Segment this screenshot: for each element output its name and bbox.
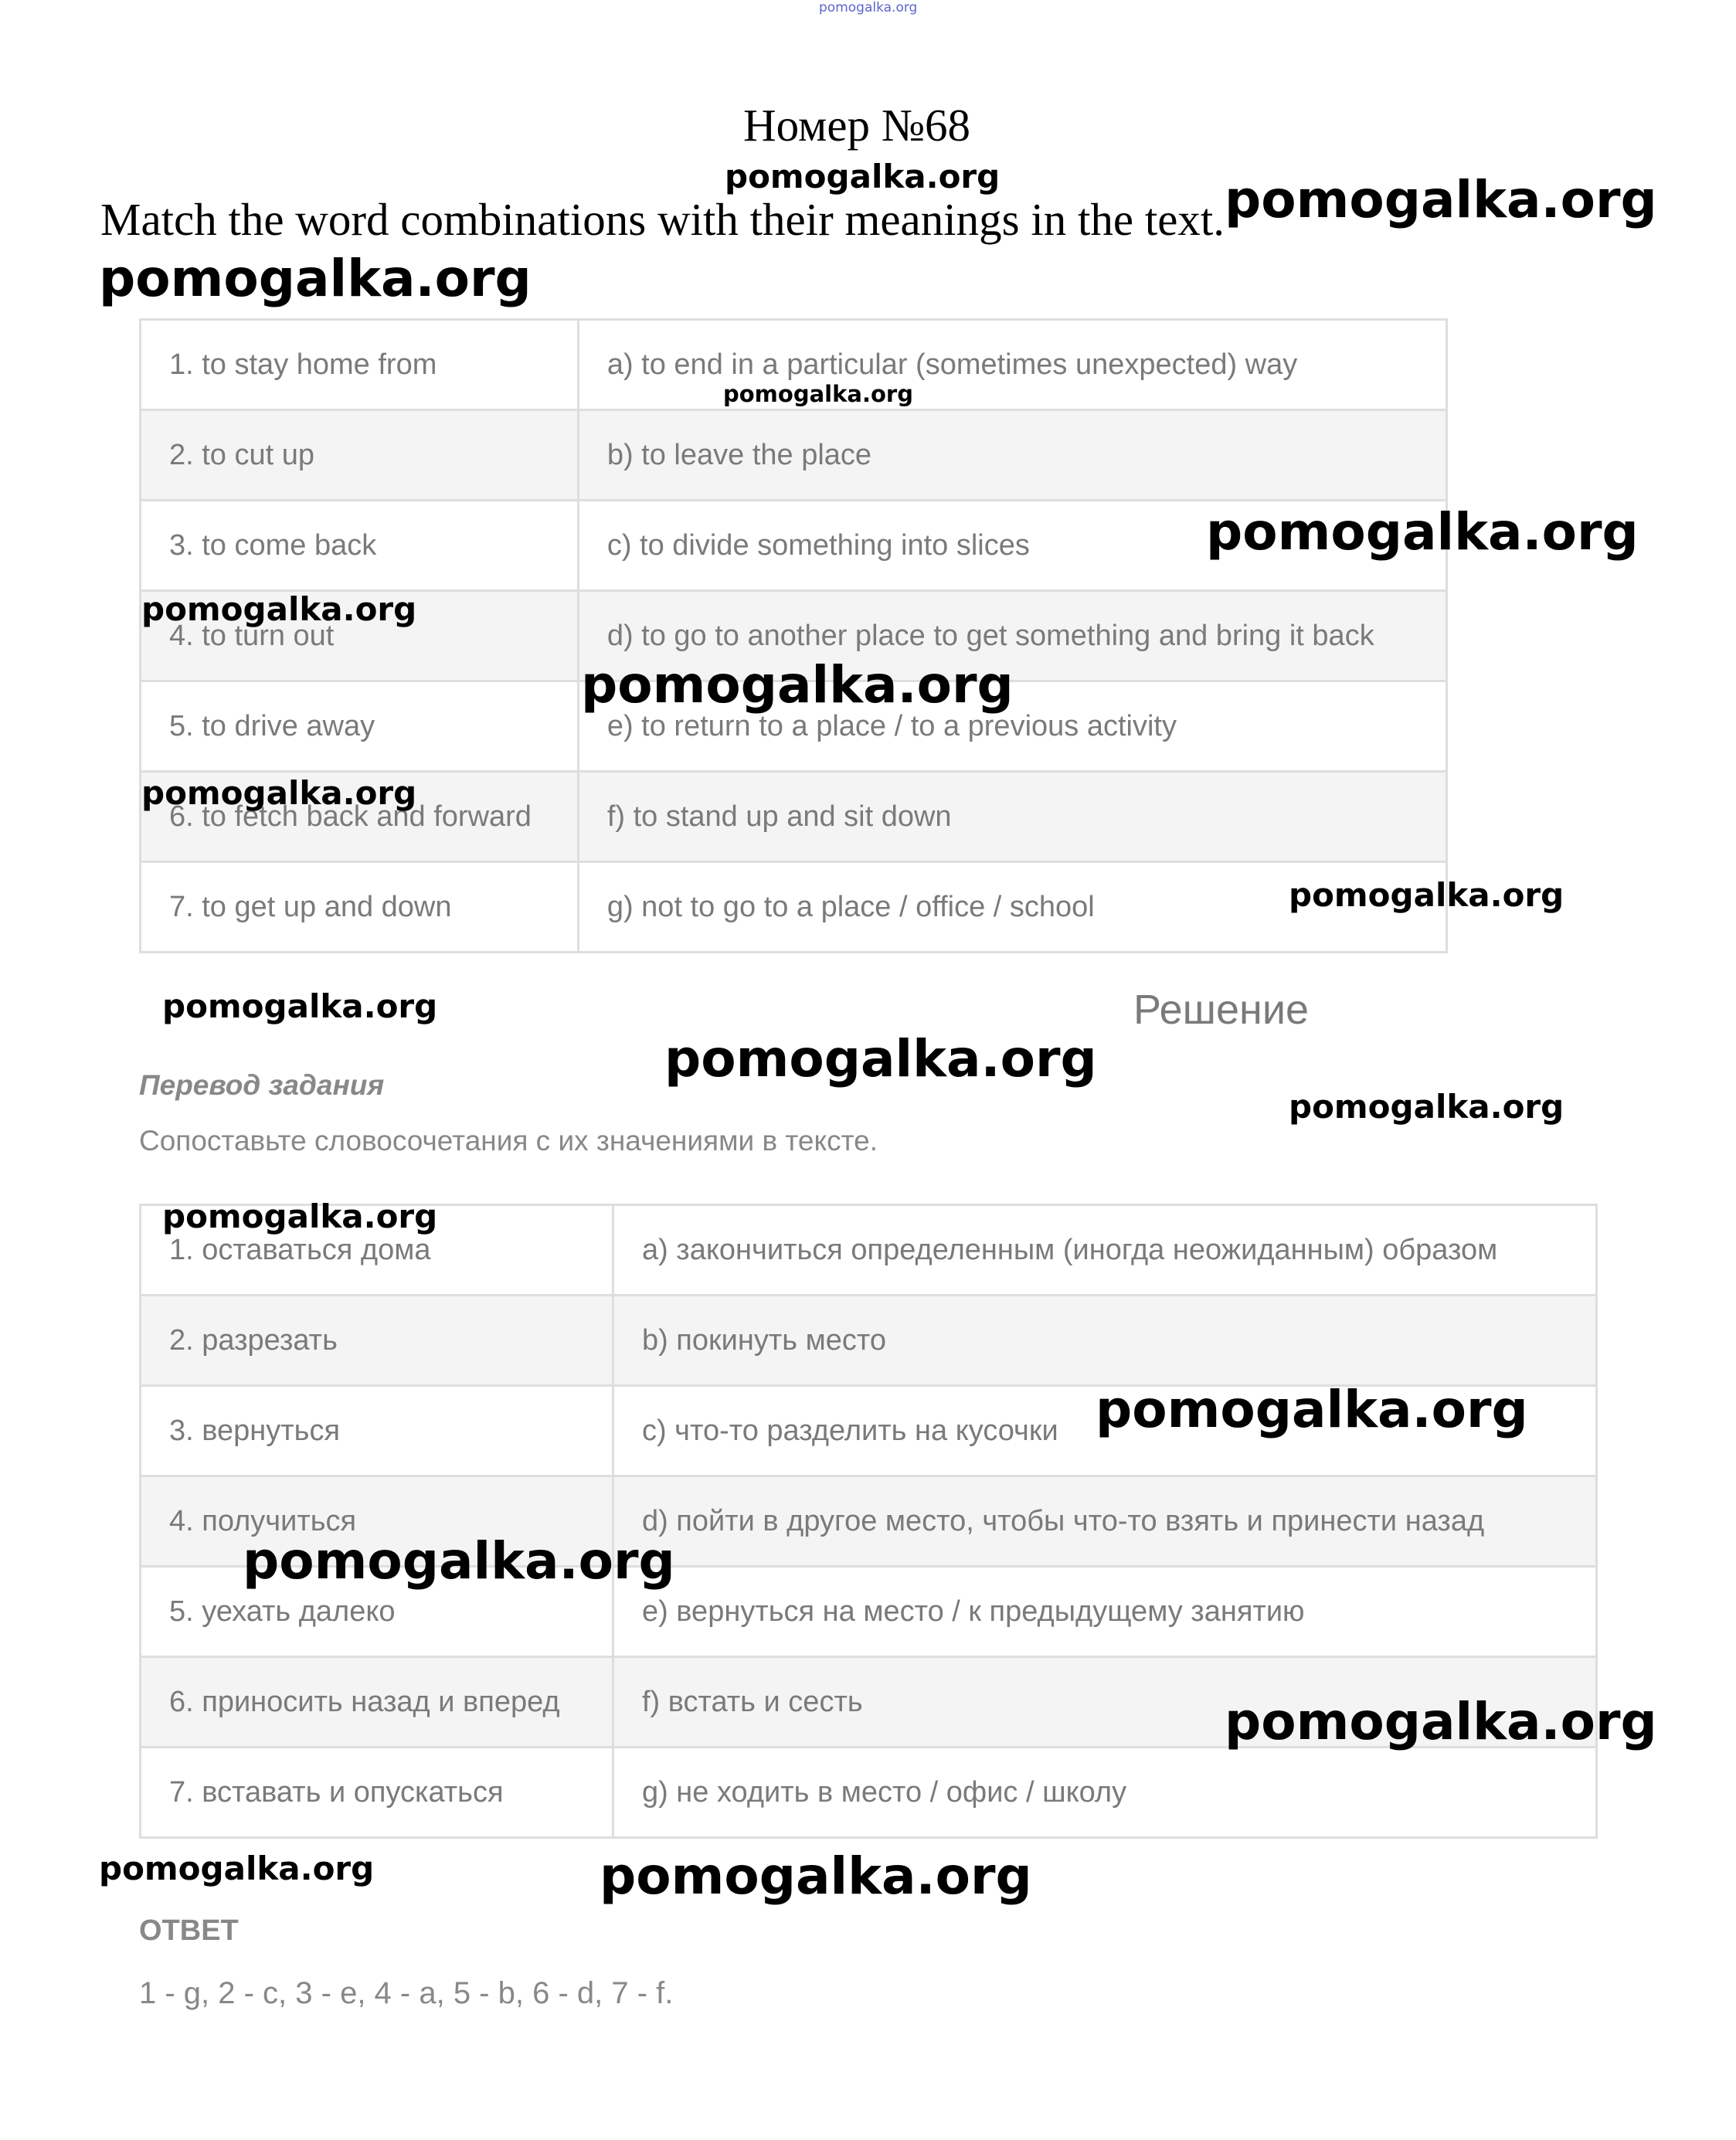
task-instruction: Match the word combinations with their meanings in the text. [100,194,1225,245]
table-cell: g) не ходить в место / офис / школу [613,1748,1596,1838]
table-cell: 7. вставать и опускаться [141,1748,613,1838]
table-row [141,1748,1597,1838]
table-cell: c) to divide something into slices [578,501,1446,591]
table-cell: b) to leave the place [578,410,1446,501]
table-cell: a) закончиться определенным (иногда неожиданным) образом [613,1205,1596,1296]
table-cell: 3. to come back [141,501,579,591]
table-cell: 6. приносить назад и вперед [141,1657,613,1748]
watermark: pomogalka.org [162,1197,438,1235]
table-cell: 4. to turn out [141,591,579,681]
watermark: pomogalka.org [243,1531,675,1591]
table-cell: 1. оставаться дома [141,1205,613,1296]
table-cell: a) to end in a particular (sometimes unexpected) way [578,320,1446,410]
watermark: pomogalka.org [162,987,438,1025]
translation-text: Сопоставьте словосочетания с их значениями в тексте. [139,1125,878,1157]
table-cell: f) to stand up and sit down [578,772,1446,862]
table-cell: 2. to cut up [141,410,579,501]
table-cell: b) покинуть место [613,1296,1596,1386]
table-row [141,410,1447,501]
watermark: pomogalka.org [99,1850,375,1887]
table-cell: c) что-то разделить на кусочки [613,1386,1596,1476]
table-cell: g) not to go to a place / office / school [578,862,1446,953]
table-cell: 5. to drive away [141,681,579,772]
watermark: pomogalka.org [1289,876,1564,914]
watermark: pomogalka.org [1225,1692,1657,1751]
watermark: pomogalka.org [600,1846,1032,1906]
table-cell: 1. to stay home from [141,320,579,410]
table-cell: d) to go to another place to get something and bring it back [578,591,1446,681]
top-watermark: pomogalka.org [819,0,918,15]
watermark: pomogalka.org [664,1029,1097,1089]
watermark: pomogalka.org [141,774,417,812]
table-cell: d) пойти в другое место, чтобы что-то взять и принести назад [613,1476,1596,1567]
watermark: pomogalka.org [581,655,1014,715]
watermark: pomogalka.org [725,158,1000,195]
table-row [141,1296,1597,1386]
table-row [141,862,1447,953]
watermark: pomogalka.org [1096,1380,1528,1439]
table-cell: 6. to fetch back and forward [141,772,579,862]
table-cell: 5. уехать далеко [141,1567,613,1657]
watermark: pomogalka.org [1206,502,1639,562]
answer-label: ОТВЕТ [139,1914,239,1947]
watermark: pomogalka.org [723,381,913,407]
matching-table-english [139,318,1448,953]
translation-title: Перевод задания [139,1069,385,1101]
watermark: pomogalka.org [1225,170,1657,229]
watermark: pomogalka.org [99,249,532,308]
watermark: pomogalka.org [1289,1088,1564,1126]
watermark: pomogalka.org [141,590,417,628]
table-cell: 2. разрезать [141,1296,613,1386]
answer-text: 1 - g, 2 - c, 3 - e, 4 - a, 5 - b, 6 - d, 7 - f. [139,1976,674,2010]
solution-heading: Решение [1133,987,1310,1033]
table-cell: e) вернуться на место / к предыдущему занятию [613,1567,1596,1657]
page-title: Номер №68 [743,100,971,151]
table-cell: 3. вернуться [141,1386,613,1476]
table-cell: 4. получиться [141,1476,613,1567]
table-cell: f) встать и сесть [613,1657,1596,1748]
table-cell: 7. to get up and down [141,862,579,953]
table-cell: e) to return to a place / to a previous activity [578,681,1446,772]
